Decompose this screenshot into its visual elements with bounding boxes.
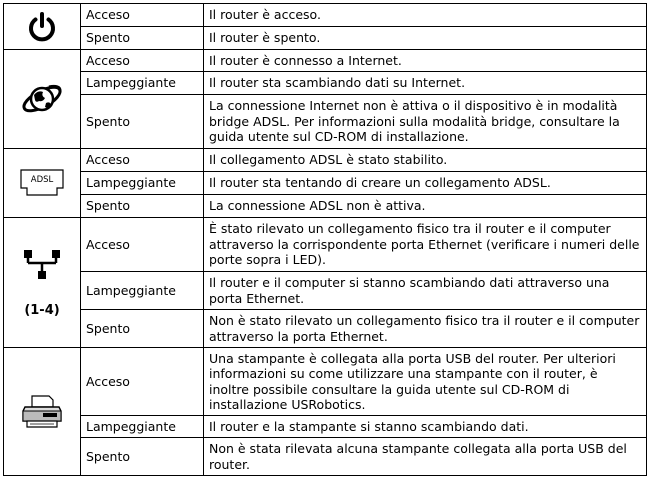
printer-icon bbox=[21, 393, 63, 431]
table-row bbox=[4, 50, 647, 72]
table-row bbox=[4, 218, 647, 272]
state-description: Non è stata rilevata alcuna stampante collegata alla porta USB del router. bbox=[204, 438, 647, 476]
state-label: Spento bbox=[81, 195, 204, 218]
state-label: Acceso bbox=[81, 348, 204, 416]
state-description: Una stampante è collegata alla porta USB del router. Per ulteriori informazioni su come utilizzare una stampante con il router, è inoltre possibile consultare la guida utente sul CD-ROM di installazione USRobotics. bbox=[204, 348, 647, 416]
state-label: Acceso bbox=[81, 218, 204, 272]
state-label: Lampeggiante bbox=[81, 72, 204, 95]
state-description: La connessione ADSL non è attiva. bbox=[204, 195, 647, 218]
led-status-table bbox=[3, 3, 647, 476]
internet-globe-icon bbox=[19, 79, 65, 119]
state-label: Spento bbox=[81, 438, 204, 476]
state-description: Il router è connesso a Internet. bbox=[204, 50, 647, 72]
state-label: Spento bbox=[81, 95, 204, 149]
table-row bbox=[4, 72, 647, 95]
state-description: Il router e la stampante si stanno scambiando dati. bbox=[204, 416, 647, 438]
state-description: Il router è spento. bbox=[204, 27, 647, 50]
state-description: Il collegamento ADSL è stato stabilito. bbox=[204, 149, 647, 172]
state-description: Il router e il computer si stanno scambiando dati attraverso una porta Ethernet. bbox=[204, 272, 647, 310]
port-range-label: (1-4) bbox=[24, 302, 60, 318]
state-label: Lampeggiante bbox=[81, 272, 204, 310]
ethernet-network-icon bbox=[22, 247, 62, 281]
state-description: Il router è acceso. bbox=[204, 4, 647, 27]
table-row bbox=[4, 195, 647, 218]
state-description: Non è stato rilevato un collegamento fisico tra il router e il computer attraverso la porta Ethernet. bbox=[204, 310, 647, 348]
adsl-icon bbox=[19, 168, 65, 198]
table-row bbox=[4, 172, 647, 195]
state-description: È stato rilevato un collegamento fisico tra il router e il computer attraverso la corrispondente porta Ethernet (verificare i numeri delle porte sopra i LED). bbox=[204, 218, 647, 272]
state-description: Il router sta scambiando dati su Internet. bbox=[204, 72, 647, 95]
table-row bbox=[4, 348, 647, 416]
icon-cell bbox=[4, 50, 81, 149]
table-row bbox=[4, 149, 647, 172]
icon-cell bbox=[4, 4, 81, 50]
table-row bbox=[4, 310, 647, 348]
state-description: La connessione Internet non è attiva o il dispositivo è in modalità bridge ADSL. Per informazioni sulla modalità bridge, consultare la guida utente sul CD-ROM di installazione. bbox=[204, 95, 647, 149]
state-label: Spento bbox=[81, 27, 204, 50]
state-label: Lampeggiante bbox=[81, 416, 204, 438]
icon-cell bbox=[4, 218, 81, 348]
state-label: Acceso bbox=[81, 50, 204, 72]
power-icon bbox=[25, 10, 59, 44]
icon-cell bbox=[4, 149, 81, 218]
state-label: Acceso bbox=[81, 149, 204, 172]
state-label: Lampeggiante bbox=[81, 172, 204, 195]
table-row bbox=[4, 272, 647, 310]
table-row bbox=[4, 95, 647, 149]
state-description: Il router sta tentando di creare un collegamento ADSL. bbox=[204, 172, 647, 195]
table-row bbox=[4, 4, 647, 27]
state-label: Spento bbox=[81, 310, 204, 348]
icon-cell bbox=[4, 348, 81, 476]
state-label: Acceso bbox=[81, 4, 204, 27]
table-row bbox=[4, 438, 647, 476]
table-row bbox=[4, 416, 647, 438]
table-row bbox=[4, 27, 647, 50]
adsl-icon-label: ADSL bbox=[30, 175, 54, 185]
